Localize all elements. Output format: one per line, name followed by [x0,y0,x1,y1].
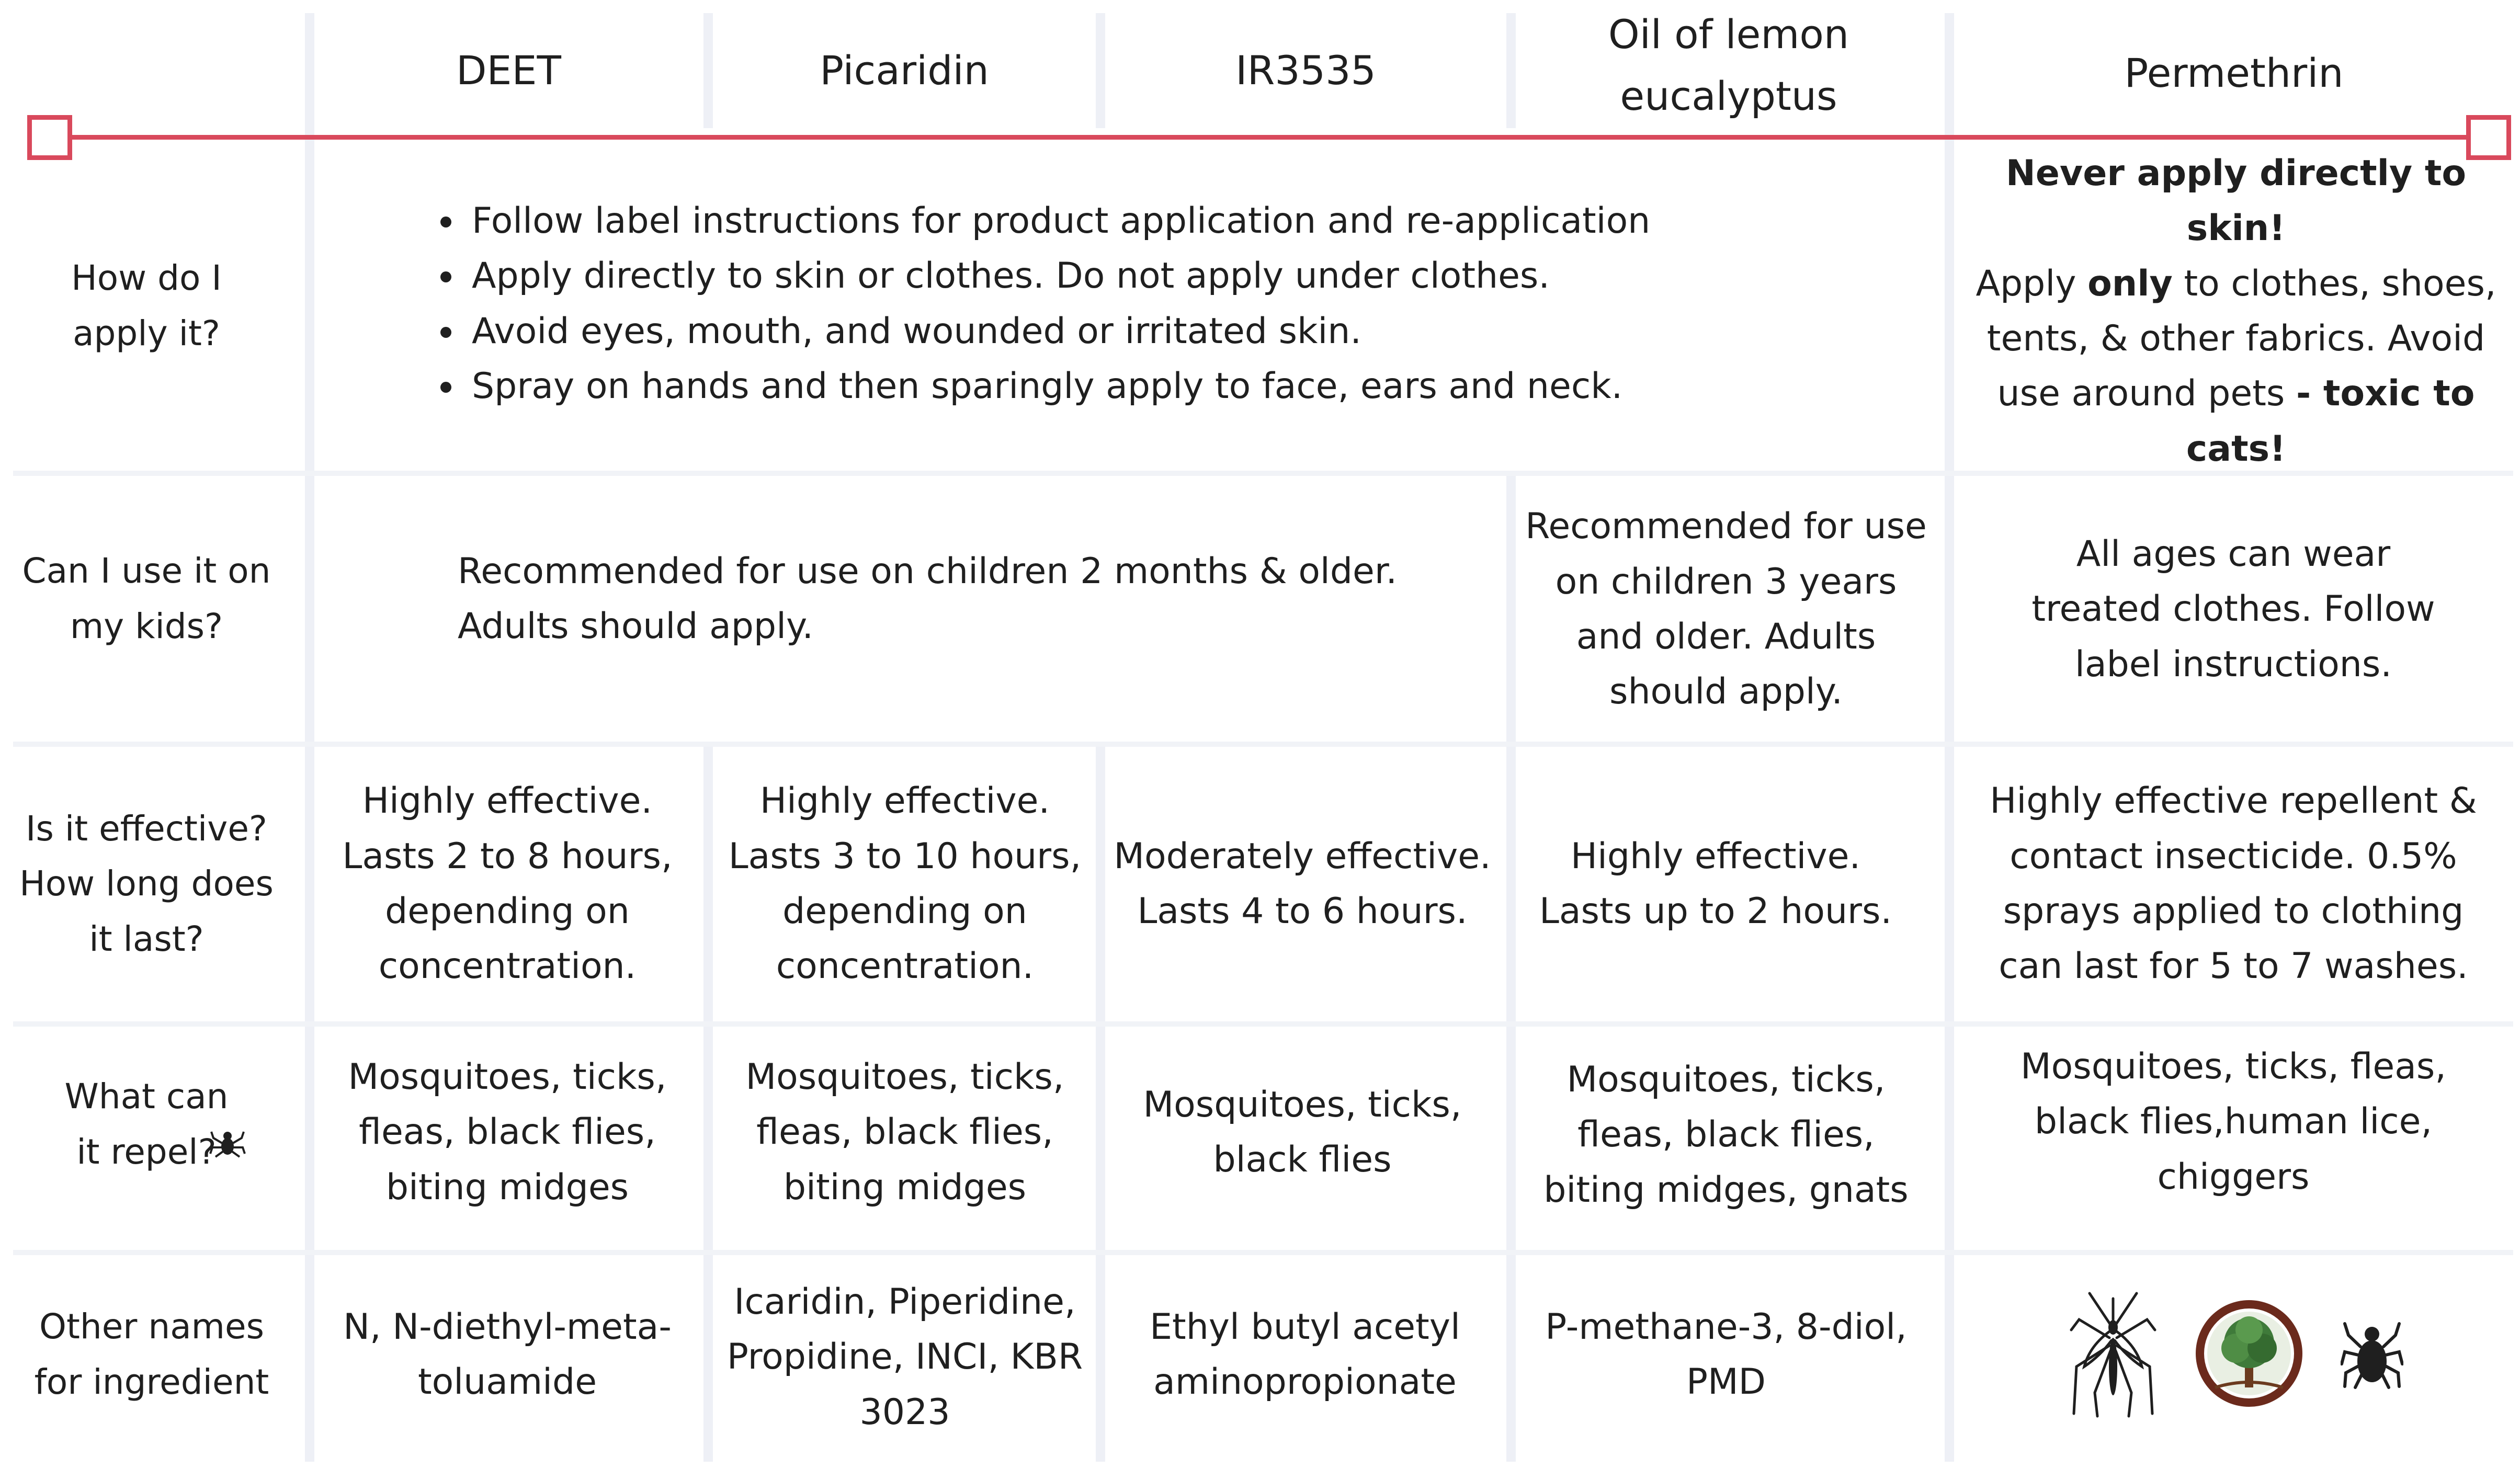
kids-shared: Recommended for use on children 2 months & older. Adults should apply. [458,551,1398,647]
column-divider [703,13,713,128]
effective-picaridin: Highly effective. Lasts 3 to 10 hours, depending on concentration. [728,780,1082,987]
column-header-permethrin: Permethrin [2124,50,2344,97]
column-header-deet: DEET [456,47,561,94]
kids-ole: Recommended for use on children 3 years and older. Adults should apply. [1525,506,1927,713]
row-label-kids: Can I use it on my kids? [22,551,271,646]
spider-icon [209,1124,246,1161]
effective-permethrin: Highly effective repellent & contact insecticide. 0.5% sprays applied to clothing can last for 5 to 7 washes. [1990,780,2477,987]
repel-picaridin: Mosquitoes, ticks, fleas, black flies, biting midges [745,1056,1064,1208]
effective-ir3535: Moderately effective. Lasts 4 to 6 hours. [1114,835,1491,932]
kids-permethrin: All ages can wear treated clothes. Follow label instructions. [2031,533,2435,685]
permethrin-apply-warning: Never apply directly to skin! [2005,152,2467,249]
names-deet: N, N-diethyl-meta-toluamide [343,1306,672,1403]
column-header-picaridin: Picaridin [820,47,989,94]
row-divider [13,1250,2513,1255]
permethrin-apply [1959,152,2513,470]
effective-deet: Highly effective. Lasts 2 to 8 hours, depending on concentration. [342,780,673,987]
list-item: • Avoid eyes, mouth, and wounded or irritated skin. [466,304,1831,359]
row-label-repel-text: What can it repel? [64,1076,229,1172]
seal-logo [2194,1299,2304,1410]
names-ole: P-methane-3, 8-diol, PMD [1545,1306,1907,1403]
row-label-other-names: Other names for ingredient [34,1306,269,1402]
header-rule [52,135,2469,140]
header-rule-end-left [27,115,72,160]
permethrin-apply-text: Apply only to clothes, shoes, tents, & other fabrics. Avoid use around pets - toxic to cats! [1976,263,2496,470]
effective-ole: Highly effective. Lasts up to 2 hours. [1539,835,1892,932]
row-divider [13,1021,2513,1027]
list-item: • Follow label instructions for product application and re-application [466,194,1831,248]
column-divider [305,13,314,1462]
permethrin-icons [1956,1266,2516,1443]
apply-bullet-list [418,194,1831,414]
row-label-apply: How do I apply it? [71,258,222,354]
column-header-ir3535: IR3535 [1235,47,1376,94]
tick-icon [2341,1314,2403,1395]
repel-deet: Mosquitoes, ticks, fleas, black flies, biting midges [348,1056,667,1208]
names-picaridin: Icaridin, Piperidine, Propidine, INCI, KBR 3023 [727,1281,1083,1433]
column-header-oil-of-lemon-eucalyptus: Oil of lemon eucalyptus [1608,11,1849,119]
apply-bullets [418,194,1831,429]
repel-permethrin: Mosquitoes, ticks, fleas, black flies,human lice, chiggers [2020,1045,2446,1198]
mosquito-icon [2069,1288,2158,1421]
repel-ole: Mosquitoes, ticks, fleas, black flies, biting midges, gnats [1543,1059,1909,1211]
column-divider [1506,13,1516,128]
list-item: • Apply directly to skin or clothes. Do not apply under clothes. [466,248,1831,303]
row-label-effective: Is it effective? How long does it last? [19,808,274,959]
row-divider [13,742,2513,747]
names-ir3535: Ethyl butyl acetyl aminopropionate [1150,1306,1460,1403]
column-divider [703,745,713,1462]
column-divider [1096,13,1105,128]
repel-ir3535: Mosquitoes, ticks, black flies [1143,1084,1462,1180]
column-divider [1506,476,1516,1462]
column-divider [1096,745,1105,1462]
column-divider [1945,13,1954,1462]
list-item: • Spray on hands and then sparingly apply to face, ears and neck. [466,359,1831,414]
